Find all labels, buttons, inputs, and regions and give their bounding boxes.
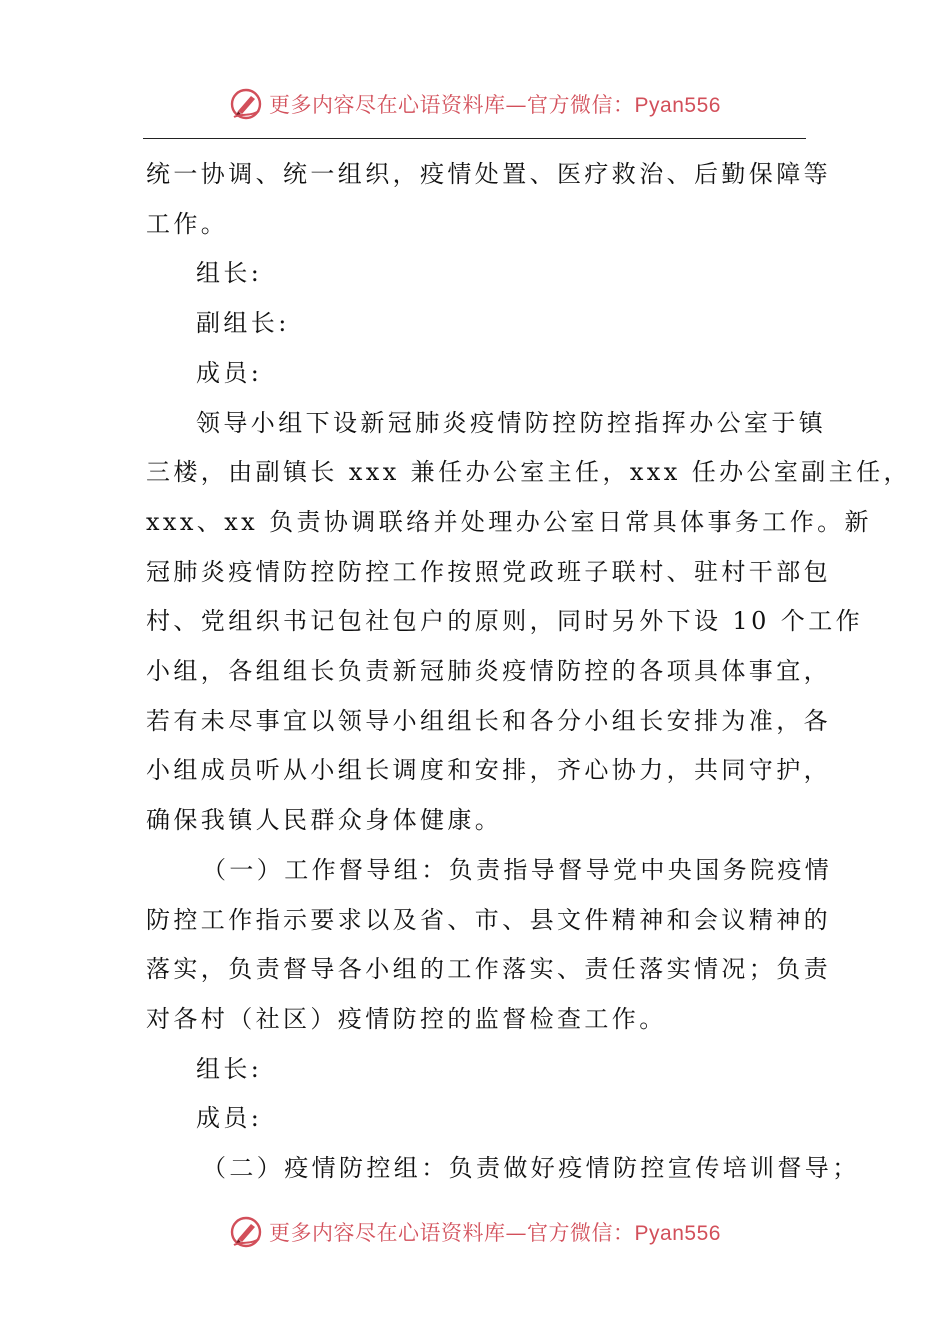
text-line: 对各村（社区）疫情防控的监督检查工作。 (146, 1004, 667, 1033)
text-line: 确保我镇人民群众身体健康。 (146, 806, 503, 835)
role-label-leader: 组长: (196, 1054, 263, 1083)
role-label-leader: 组长: (196, 259, 263, 288)
text-line: 三楼，由副镇长 xxx 兼任办公室主任，xxx 任办公室副主任， (146, 458, 911, 487)
role-label-members: 成员: (196, 358, 263, 387)
watermark-text: 更多内容尽在心语资料库—官方微信：Pyan556 (269, 93, 721, 117)
header-watermark (0, 84, 950, 124)
watermark-handle: Pyan556 (634, 1222, 721, 1245)
text-line: 若有未尽事宜以领导小组组长和各分小组长安排为准，各 (146, 706, 831, 735)
footer-watermark (0, 1212, 950, 1252)
text-line: 冠肺炎疫情防控防控工作按照党政班子联村、驻村干部包 (146, 557, 831, 586)
section-heading-1: （一）工作督导组：负责指导督导党中央国务院疫情 (202, 855, 833, 884)
text-line: 领导小组下设新冠肺炎疫情防控防控指挥办公室于镇 (196, 408, 827, 437)
text-line: 统一协调、统一组织，疫情处置、医疗救治、后勤保障等 (146, 160, 831, 188)
text-line: 工作。 (146, 209, 229, 238)
pen-logo-icon (229, 1215, 263, 1249)
watermark-text: 更多内容尽在心语资料库—官方微信：Pyan556 (269, 1221, 721, 1245)
section-heading-2: （二）疫情防控组：负责做好疫情防控宣传培训督导； (202, 1154, 860, 1183)
watermark-handle: Pyan556 (634, 94, 721, 117)
role-label-deputy: 副组长: (196, 309, 290, 338)
pen-logo-icon (229, 87, 263, 121)
text-line: 小组，各组组长负责新冠肺炎疫情防控的各项具体事宜， (146, 657, 831, 686)
text-line: 落实，负责督导各小组的工作落实、责任落实情况；负责 (146, 955, 831, 984)
text-line: 防控工作指示要求以及省、市、县文件精神和会议精神的 (146, 905, 831, 934)
document-body (146, 150, 911, 1194)
text-line: 村、党组织书记包社包户的原则，同时另外下设 10 个工作 (146, 607, 863, 636)
role-label-members: 成员: (196, 1104, 263, 1133)
text-line: xxx、xx 负责协调联络并处理办公室日常具体事务工作。新 (146, 507, 872, 536)
header-rule (143, 138, 806, 139)
text-line: 小组成员听从小组长调度和安排，齐心协力，共同守护， (146, 756, 831, 785)
